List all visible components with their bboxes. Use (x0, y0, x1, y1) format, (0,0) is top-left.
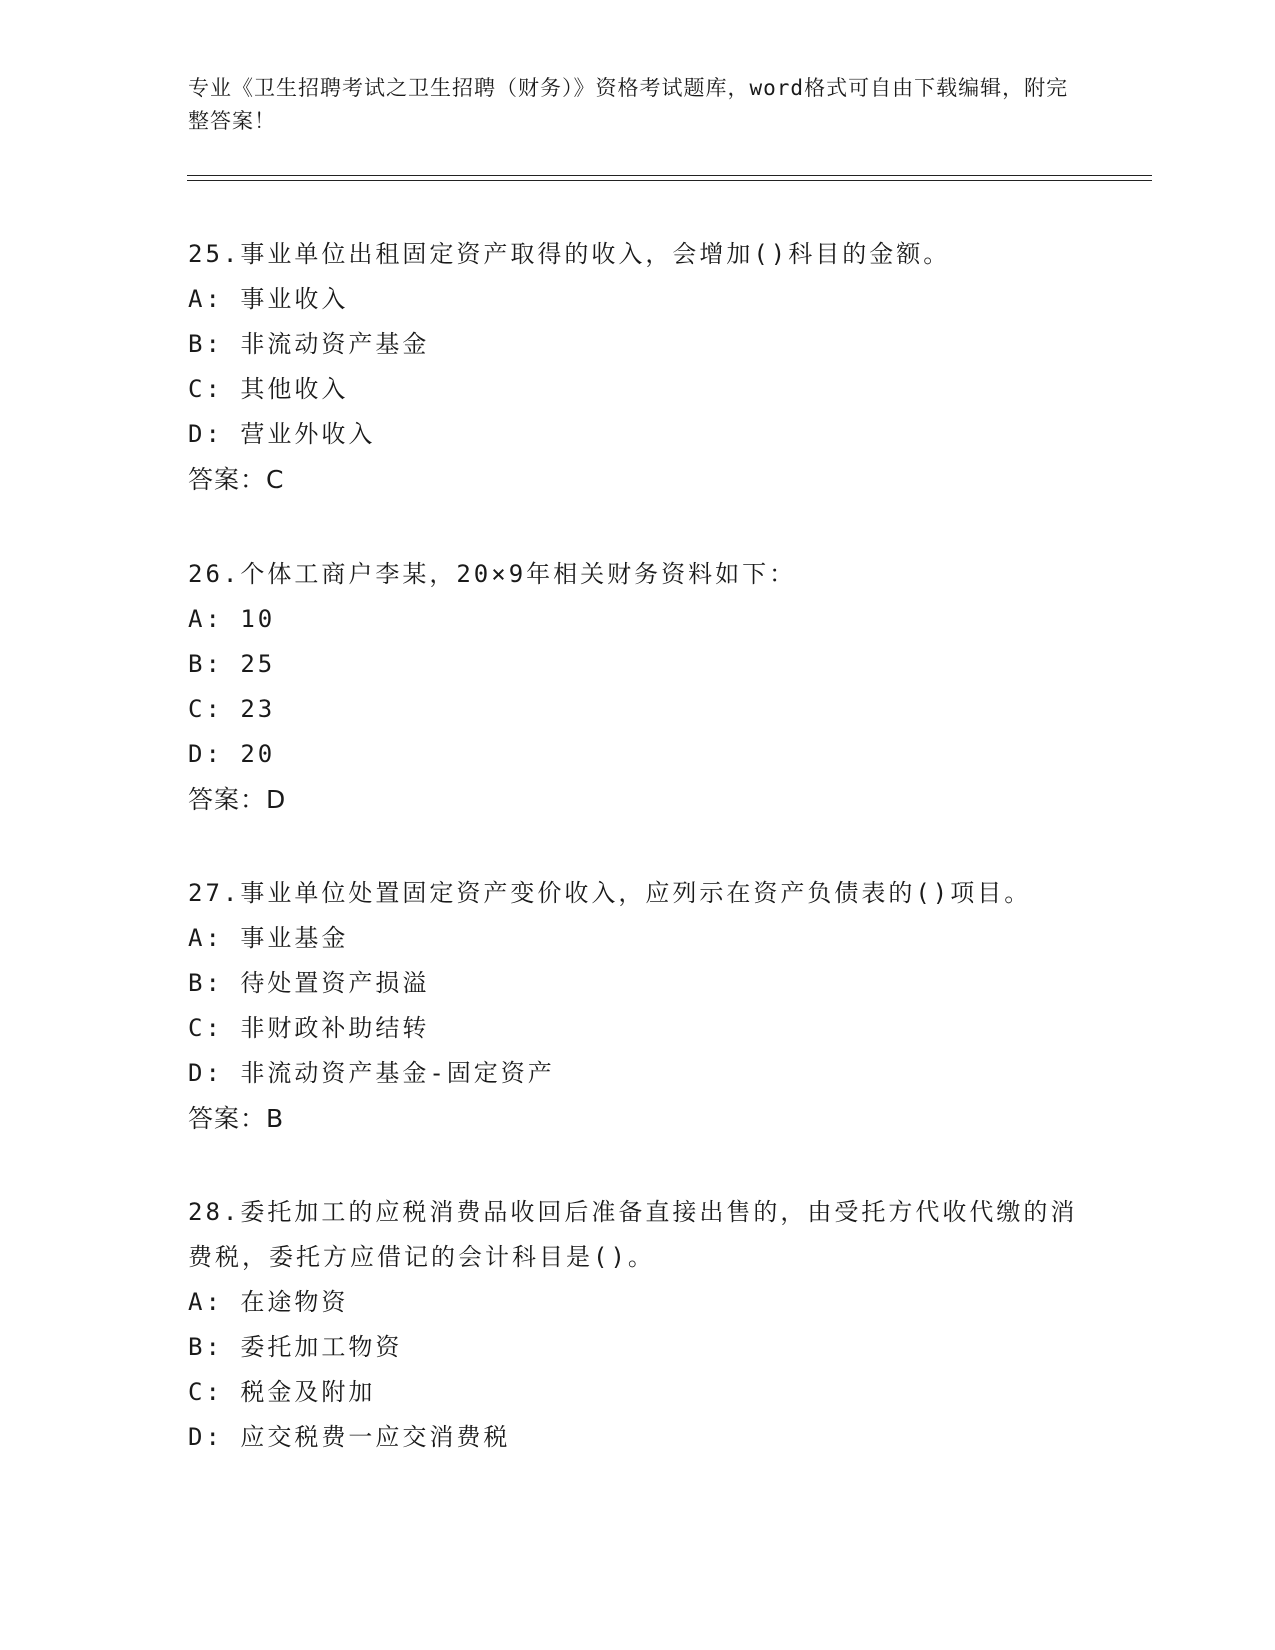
option-b: B: 25 (188, 650, 276, 678)
question-stem: 25.事业单位出租固定资产取得的收入，会增加()科目的金额。 (188, 240, 951, 268)
answer-line: 答案：C (188, 465, 285, 494)
question-28 (188, 1190, 1088, 1460)
option-a: A: 在途物资 (188, 1288, 349, 1316)
option-d: D: 营业外收入 (188, 420, 376, 448)
question-stem: 28.委托加工的应税消费品收回后准备直接出售的，由受托方代收代缴的消费税，委托方应借记的会计科目是()。 (188, 1198, 1078, 1271)
option-c: C: 税金及附加 (188, 1378, 376, 1406)
header-divider-bottom (187, 180, 1152, 181)
option-b: B: 待处置资产损溢 (188, 969, 430, 997)
option-c: C: 23 (188, 695, 276, 723)
option-d: D: 20 (188, 740, 276, 768)
question-stem: 27.事业单位处置固定资产变价收入，应列示在资产负债表的()项目。 (188, 879, 1032, 907)
option-d: D: 应交税费一应交消费税 (188, 1423, 511, 1451)
question-27 (188, 871, 1088, 1141)
option-a: A: 事业基金 (188, 924, 349, 952)
option-a: A: 事业收入 (188, 285, 349, 313)
option-b: B: 非流动资产基金 (188, 330, 430, 358)
option-b: B: 委托加工物资 (188, 1333, 403, 1361)
option-a: A: 10 (188, 605, 276, 633)
answer-line: 答案：D (188, 785, 287, 814)
question-stem: 26.个体工商户李某，20×9年相关财务资料如下： (188, 560, 797, 588)
question-25 (188, 232, 1088, 502)
answer-line: 答案：B (188, 1104, 285, 1133)
option-c: C: 其他收入 (188, 375, 349, 403)
question-26 (188, 552, 1088, 822)
option-c: C: 非财政补助结转 (188, 1014, 430, 1042)
option-d: D: 非流动资产基金-固定资产 (188, 1059, 555, 1087)
header-divider-top (187, 175, 1152, 176)
document-header: 专业《卫生招聘考试之卫生招聘（财务）》资格考试题库，word格式可自由下载编辑，附完整答案！ (188, 76, 1069, 133)
